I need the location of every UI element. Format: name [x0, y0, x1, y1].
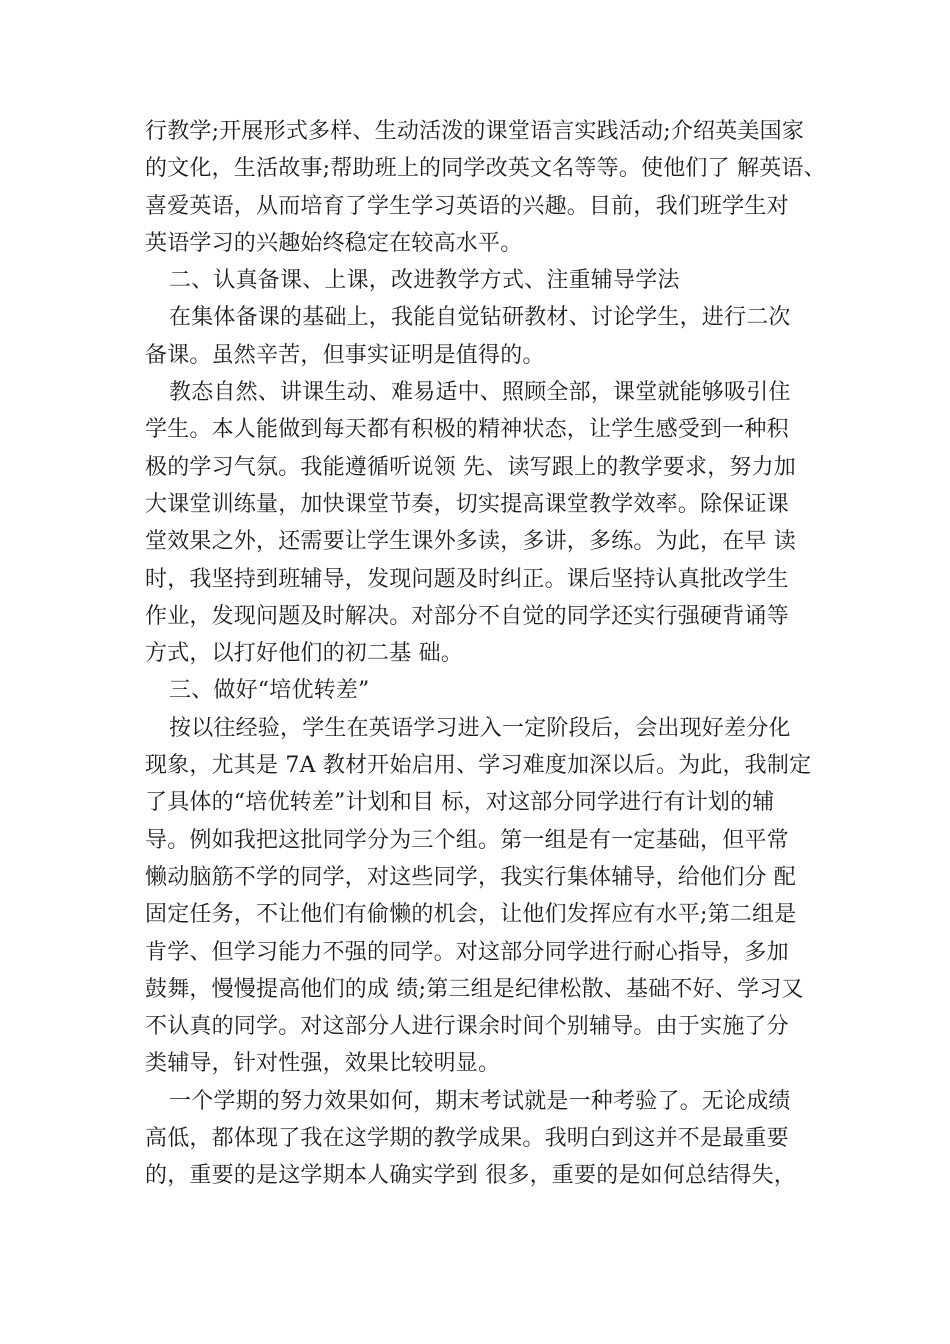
text-line: 时，我坚持到班辅导，发现问题及时纠正。课后坚持认真批改学生 [145, 566, 789, 592]
text-line: 高低，都体现了我在这学期的教学成果。我明白到这并不是最重要 [145, 1126, 789, 1152]
text-line: 喜爱英语，从而培育了学生学习英语的兴趣。目前，我们班学生对 [145, 193, 789, 219]
section-heading: 三、做好“培优转差” [169, 678, 370, 704]
section-heading: 二、认真备课、上课，改进教学方式、注重辅导学法 [169, 268, 680, 294]
text-line: 大课堂训练量，加快课堂节奏，切实提高课堂教学效率。除保证课 [145, 491, 789, 517]
document-body [145, 113, 826, 1195]
text-line: 不认真的同学。对这部分人进行课余时间个别辅导。由于实施了分 [145, 1014, 789, 1040]
text-line: 懒动脑筋不学的同学，对这些同学，我实行集体辅导，给他们分 配 [145, 864, 796, 890]
text-line: 固定任务，不让他们有偷懒的机会，让他们发挥应有水平;第二组是 [145, 902, 797, 928]
text-line: 类辅导，针对性强，效果比较明显。 [145, 1051, 501, 1077]
text-line: 了具体的“培优转差”计划和目 标，对这部分同学进行有计划的辅 [145, 790, 775, 816]
text-line: 鼓舞，慢慢提高他们的成 绩;第三组是纪律松散、基础不好、学习又 [145, 976, 804, 1002]
text-line: 肯学、但学习能力不强的同学。对这部分同学进行耐心指导，多加 [145, 939, 789, 965]
text-line: 行教学;开展形式多样、生动活泼的课堂语言实践活动;介绍英美国家 [145, 119, 805, 144]
text-line: 导。例如我把这批同学分为三个组。第一组是有一定基础，但平常 [145, 827, 789, 853]
text-line: 英语学习的兴趣始终稳定在较高水平。 [145, 230, 523, 256]
text-line: 堂效果之外，还需要让学生课外多读，多讲，多练。为此，在早 读 [145, 529, 796, 555]
text-line: 教态自然、讲课生动、难易适中、照顾全部，课堂就能够吸引住 [169, 380, 791, 406]
text-line: 方式，以打好他们的初二基 础。 [145, 641, 463, 667]
text-line: 学生。本人能做到每天都有积极的精神状态，让学生感受到一种积 [145, 417, 789, 443]
text-line: 的文化，生活故事;帮助班上的同学改英文名等等。使他们了 解英语、 [145, 156, 826, 182]
text-line: 一个学期的努力效果如何，期末考试就是一种考验了。无论成绩 [169, 1088, 791, 1114]
text-line: 在集体备课的基础上，我能自觉钻研教材、讨论学生，进行二次 [169, 305, 791, 331]
text-line: 作业，发现问题及时解决。对部分不自觉的同学还实行强硬背诵等 [145, 603, 789, 629]
text-line: 现象，尤其是 7A 教材开始启用、学习难度加深以后。为此，我制定 [145, 753, 812, 779]
text-line: 的，重要的是这学期本人确实学到 很多，重要的是如何总结得失， [145, 1163, 796, 1189]
text-line: 极的学习气氛。我能遵循听说领 先、读写跟上的教学要求，努力加 [145, 454, 796, 480]
text-line: 备课。虽然辛苦，但事实证明是值得的。 [145, 342, 545, 368]
text-line: 按以往经验，学生在英语学习进入一定阶段后，会出现好差分化 [169, 715, 791, 741]
